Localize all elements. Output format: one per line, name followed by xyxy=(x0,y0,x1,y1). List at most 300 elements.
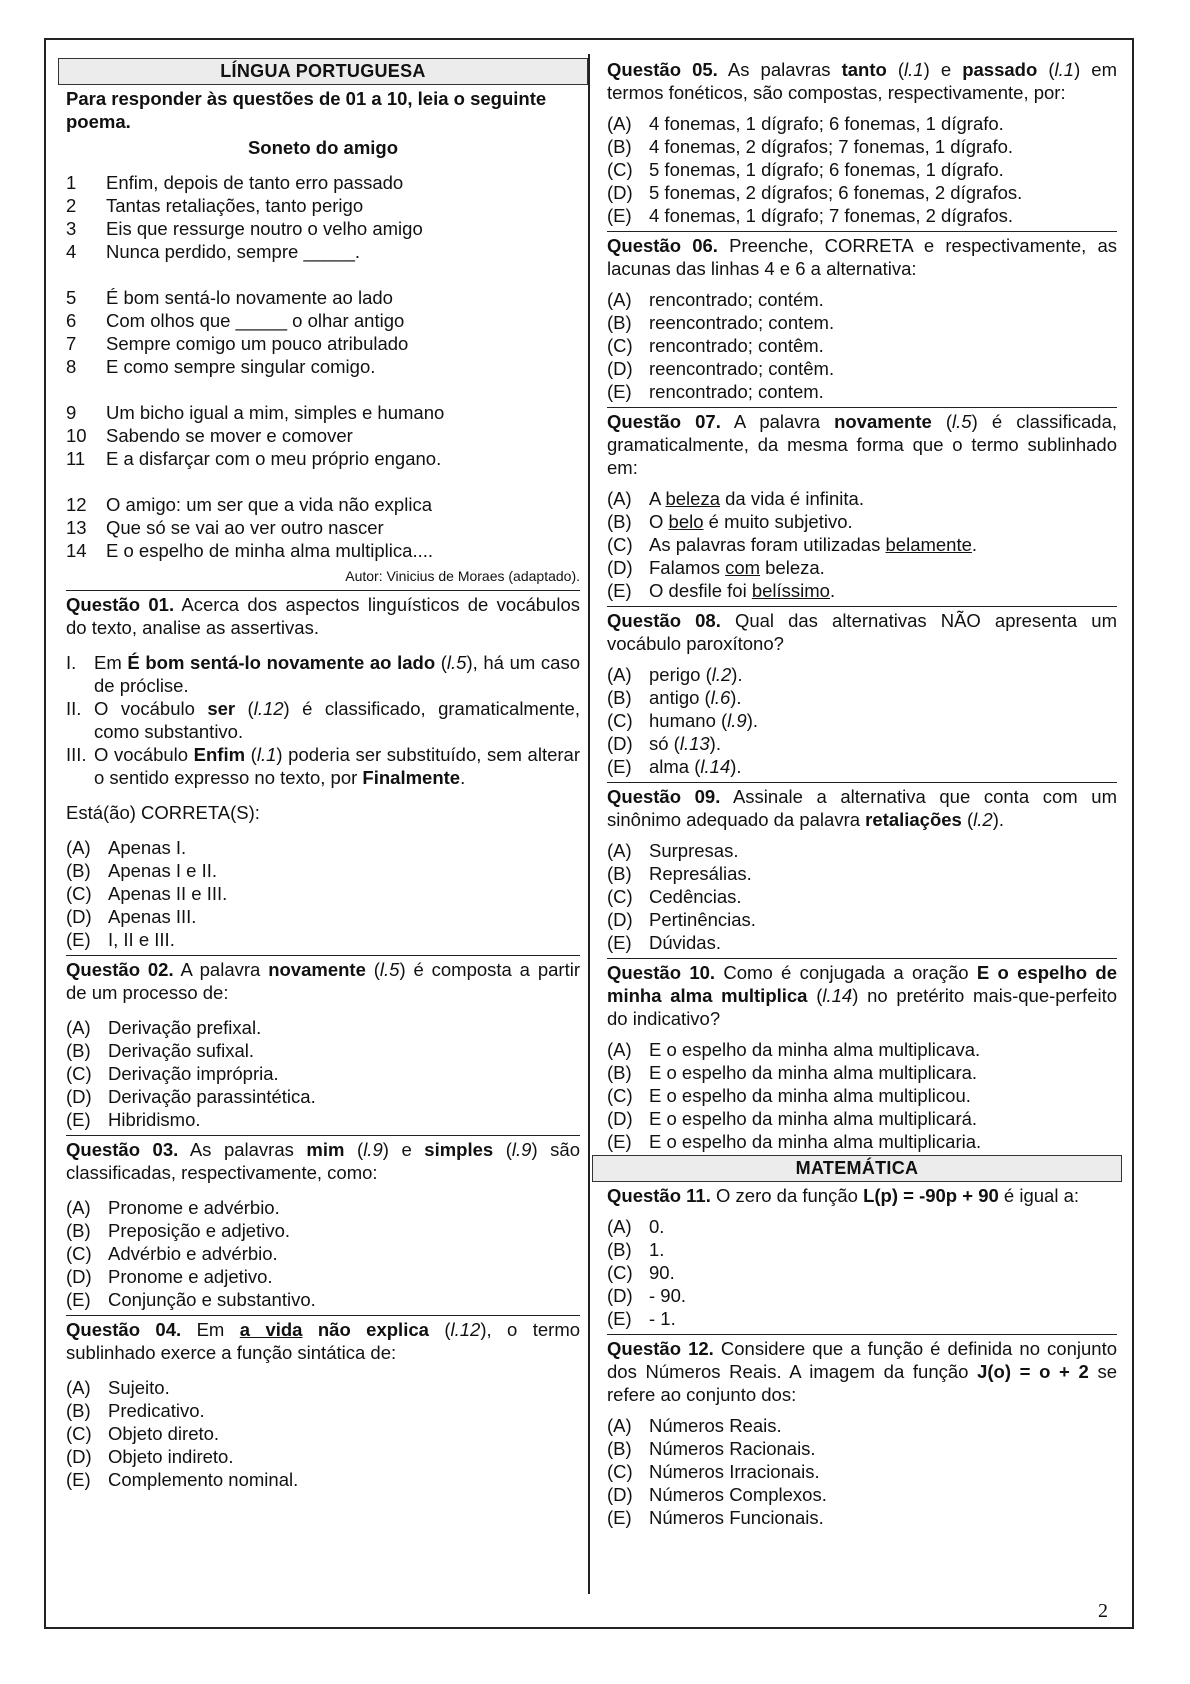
option-e[interactable] xyxy=(607,380,1117,403)
poem-author: Autor: Vinicius de Moraes (adaptado). xyxy=(345,568,580,584)
option-text: Predicativo. xyxy=(108,1400,205,1421)
question-05 xyxy=(607,58,1117,227)
option-c[interactable] xyxy=(66,1062,580,1085)
text-segment: antigo ( xyxy=(649,687,711,708)
text-segment: E o espelho de minha alma multiplica xyxy=(607,962,1117,1006)
option-letter: (A) xyxy=(66,1017,91,1038)
question-label: Questão 01. xyxy=(66,594,175,615)
option-letter: (E) xyxy=(66,1109,91,1130)
question-body: Acerca dos aspectos linguísticos de vocábulos do texto, analise as assertivas. xyxy=(66,594,580,638)
right-column xyxy=(607,58,1117,1529)
option-text xyxy=(649,579,835,602)
option-e[interactable] xyxy=(607,755,1117,778)
option-c[interactable] xyxy=(607,1084,1117,1107)
option-text: Dúvidas. xyxy=(649,932,721,953)
option-b[interactable] xyxy=(66,1399,580,1422)
text-segment: ) é classificada, gramaticalmente, da mesma forma que o termo sublinhado em: xyxy=(607,411,1117,478)
text-segment: ) e xyxy=(382,1139,425,1160)
line-ref: l.1 xyxy=(256,744,277,765)
option-d[interactable] xyxy=(66,1265,580,1288)
option-letter: (A) xyxy=(66,1197,91,1218)
option-text: Apenas I. xyxy=(108,837,187,858)
text-segment: ) no pretérito mais-que-perfeito do indicativo? xyxy=(607,985,1117,1029)
option-text: reencontrado; contêm. xyxy=(649,358,835,379)
option-b[interactable] xyxy=(607,1238,1117,1261)
text-segment: alma ( xyxy=(649,756,701,777)
option-letter: (E) xyxy=(607,932,632,953)
question-text xyxy=(607,609,1117,655)
option-b[interactable] xyxy=(66,1039,580,1062)
question-text xyxy=(607,785,1117,831)
line-text: E o espelho de minha alma multiplica.... xyxy=(106,540,434,561)
underlined-term: beleza xyxy=(665,488,720,509)
text-segment: O zero da função xyxy=(716,1185,864,1206)
question-body: Qual das alternativas NÃO apresenta um vocábulo paroxítono? xyxy=(607,610,1117,654)
option-e[interactable] xyxy=(66,1108,580,1131)
text-segment: perigo ( xyxy=(649,664,712,685)
line-text: Enfim, depois de tanto erro passado xyxy=(106,172,404,193)
option-b[interactable] xyxy=(607,862,1117,885)
question-label: Questão 11. xyxy=(607,1185,711,1206)
option-text: Advérbio e advérbio. xyxy=(108,1243,278,1264)
question-label: Questão 10. xyxy=(607,962,716,983)
question-label: Questão 12. xyxy=(607,1338,714,1359)
question-text xyxy=(607,961,1117,1030)
question-08 xyxy=(607,606,1117,778)
option-text xyxy=(649,686,742,709)
section-header-math: MATEMÁTICA xyxy=(592,1155,1122,1182)
option-letter: (A) xyxy=(607,1039,632,1060)
line-ref: l.1 xyxy=(904,59,924,80)
line-number: 5 xyxy=(66,287,77,308)
line-ref: l.13 xyxy=(679,733,710,754)
poem-line xyxy=(66,447,580,470)
option-a[interactable] xyxy=(607,1215,1117,1238)
option-text: Apenas II e III. xyxy=(108,883,228,904)
option-a[interactable] xyxy=(607,112,1117,135)
option-d[interactable] xyxy=(607,1284,1117,1307)
text-segment: ) é classificado, gramaticalmente, como substantivo. xyxy=(94,698,580,742)
option-letter: (B) xyxy=(66,1040,91,1061)
line-number: 14 xyxy=(66,540,87,561)
option-text: - 1. xyxy=(649,1308,676,1329)
option-letter: (B) xyxy=(607,687,632,708)
option-b[interactable] xyxy=(66,1219,580,1242)
option-letter: (E) xyxy=(607,1507,632,1528)
line-text: É bom sentá-lo novamente ao lado xyxy=(106,287,393,308)
option-text xyxy=(649,533,977,556)
option-letter: (E) xyxy=(607,756,632,777)
line-text: Eis que ressurge noutro o velho amigo xyxy=(106,218,423,239)
question-text xyxy=(607,1184,1117,1207)
option-letter: (D) xyxy=(607,557,633,578)
option-d[interactable] xyxy=(607,732,1117,755)
option-text: E o espelho da minha alma multiplicava. xyxy=(649,1039,981,1060)
option-a[interactable] xyxy=(66,836,580,859)
question-label: Questão 02. xyxy=(66,959,174,980)
text-segment: ( xyxy=(235,698,254,719)
poem-line xyxy=(66,493,580,516)
option-letter: (B) xyxy=(607,1062,632,1083)
option-text: Represálias. xyxy=(649,863,752,884)
option-text: - 90. xyxy=(649,1285,687,1306)
line-text: Com olhos que _____ o olhar antigo xyxy=(106,310,405,331)
option-letter: (A) xyxy=(607,1415,632,1436)
option-letter: (B) xyxy=(607,136,632,157)
option-letter: (A) xyxy=(66,837,91,858)
option-text: 5 fonemas, 2 dígrafos; 6 fonemas, 2 dígrafos. xyxy=(649,182,1023,203)
option-b[interactable] xyxy=(607,1437,1117,1460)
text-segment: ) e xyxy=(923,59,963,80)
option-c[interactable] xyxy=(607,533,1117,556)
poem-line xyxy=(66,194,580,217)
option-d[interactable] xyxy=(607,1483,1117,1506)
option-letter: (B) xyxy=(607,1239,632,1260)
option-text xyxy=(649,755,742,778)
question-text xyxy=(607,234,1117,280)
poem-line xyxy=(66,516,580,539)
option-d[interactable] xyxy=(66,1445,580,1468)
option-letter: (C) xyxy=(607,534,633,555)
line-text: Tantas retaliações, tanto perigo xyxy=(106,195,364,216)
option-a[interactable] xyxy=(607,839,1117,862)
option-letter: (B) xyxy=(607,511,632,532)
text-segment: ser xyxy=(207,698,236,719)
text-segment: Em xyxy=(94,652,128,673)
text-segment: ( xyxy=(931,411,953,432)
assertion-number: I. xyxy=(66,652,77,673)
option-letter: (C) xyxy=(66,1063,92,1084)
line-ref: l.12 xyxy=(253,698,284,719)
option-text: 1. xyxy=(649,1239,665,1260)
option-letter: (E) xyxy=(607,205,632,226)
text-segment: ( xyxy=(245,744,257,765)
option-letter: (C) xyxy=(66,883,92,904)
option-e[interactable] xyxy=(607,1307,1117,1330)
option-d[interactable] xyxy=(607,357,1117,380)
option-c[interactable] xyxy=(607,1460,1117,1483)
option-text: 0. xyxy=(649,1216,665,1237)
line-ref: l.5 xyxy=(379,959,400,980)
text-segment: A xyxy=(649,488,666,509)
text-segment: ( xyxy=(807,985,823,1006)
option-letter: (C) xyxy=(66,1423,92,1444)
option-letter: (C) xyxy=(607,1461,633,1482)
underlined-term: belíssimo xyxy=(751,580,830,601)
text-segment: simples xyxy=(424,1139,494,1160)
option-text: Derivação imprópria. xyxy=(108,1063,279,1084)
line-number: 4 xyxy=(66,241,77,262)
assertion-text xyxy=(94,697,580,743)
option-a[interactable] xyxy=(607,663,1117,686)
text-segment: ( xyxy=(428,1319,451,1340)
option-letter: (E) xyxy=(607,1131,632,1152)
text-segment: Considere que a função é definida no conjunto dos Números Reais. A imagem da função xyxy=(607,1338,1117,1382)
question-label: Questão 06. xyxy=(607,235,718,256)
option-letter: (D) xyxy=(66,1446,92,1467)
text-segment: ). xyxy=(992,809,1005,830)
assertion-iii xyxy=(66,743,580,789)
option-c[interactable] xyxy=(66,1242,580,1265)
option-text: Objeto indireto. xyxy=(108,1446,234,1467)
text-segment: ). xyxy=(730,756,742,777)
option-d[interactable] xyxy=(607,908,1117,931)
question-label: Questão 04. xyxy=(66,1319,182,1340)
poem-line xyxy=(66,309,580,332)
option-c[interactable] xyxy=(607,885,1117,908)
option-text: E o espelho da minha alma multiplicou. xyxy=(649,1085,971,1106)
question-09 xyxy=(607,782,1117,954)
option-c[interactable] xyxy=(607,334,1117,357)
text-segment: . xyxy=(829,580,836,601)
poem-line xyxy=(66,240,580,263)
text-segment: a vida xyxy=(239,1319,303,1340)
text-segment: ), há um caso de próclise. xyxy=(94,652,581,696)
option-a[interactable] xyxy=(607,288,1117,311)
option-text: E o espelho da minha alma multiplicará. xyxy=(649,1108,978,1129)
assertion-text xyxy=(94,651,580,697)
text-segment: Falamos xyxy=(649,557,726,578)
option-text xyxy=(649,709,758,732)
option-d[interactable] xyxy=(607,181,1117,204)
option-c[interactable] xyxy=(607,158,1117,181)
text-segment: ), o termo sublinhado exerce a função sintática de: xyxy=(66,1319,581,1363)
option-text xyxy=(649,732,721,755)
text-segment: beleza. xyxy=(760,557,825,578)
option-text: Derivação prefixal. xyxy=(108,1017,262,1038)
option-d[interactable] xyxy=(607,556,1117,579)
option-text xyxy=(649,556,825,579)
poem xyxy=(66,171,580,562)
line-ref: l.14 xyxy=(700,756,731,777)
poem-line xyxy=(66,286,580,309)
text-segment: ) é composta a partir de um processo de: xyxy=(66,959,580,1003)
option-e[interactable] xyxy=(66,928,580,951)
option-text: 5 fonemas, 1 dígrafo; 6 fonemas, 1 dígrafo. xyxy=(649,159,1004,180)
option-b[interactable] xyxy=(607,1061,1117,1084)
option-text: Conjunção e substantivo. xyxy=(108,1289,316,1310)
instructions: Para responder às questões de 01 a 10, leia o seguinte poema. xyxy=(66,88,547,132)
option-e[interactable] xyxy=(607,204,1117,227)
question-text xyxy=(607,1337,1117,1406)
line-ref: l.9 xyxy=(727,710,747,731)
option-e[interactable] xyxy=(66,1288,580,1311)
line-number: 12 xyxy=(66,494,87,515)
text-segment: não explica xyxy=(302,1319,429,1340)
option-text: Pertinências. xyxy=(649,909,756,930)
text-segment: A palavra xyxy=(733,411,835,432)
question-03 xyxy=(66,1135,580,1311)
line-number: 13 xyxy=(66,517,87,538)
text-segment: ). xyxy=(731,664,743,685)
line-ref: l.9 xyxy=(511,1139,532,1160)
column-divider xyxy=(588,54,590,1594)
assertion-text xyxy=(94,743,580,789)
line-ref: l.14 xyxy=(822,985,853,1006)
option-c[interactable] xyxy=(607,709,1117,732)
assertion-i xyxy=(66,651,580,697)
option-letter: (C) xyxy=(66,1243,92,1264)
text-segment: É bom sentá-lo novamente ao lado xyxy=(127,652,436,673)
option-letter: (B) xyxy=(607,312,632,333)
option-d[interactable] xyxy=(66,1085,580,1108)
option-text xyxy=(649,663,743,686)
option-text: Objeto direto. xyxy=(108,1423,220,1444)
option-letter: (E) xyxy=(66,1469,91,1490)
poem-line xyxy=(66,355,580,378)
text-segment: ). xyxy=(746,710,759,731)
option-e[interactable] xyxy=(607,579,1117,602)
text-segment: novamente xyxy=(834,411,932,432)
text-segment: Como é conjugada a oração xyxy=(723,962,977,983)
poem-stanza xyxy=(66,401,580,470)
option-b[interactable] xyxy=(607,311,1117,334)
option-letter: (C) xyxy=(607,710,633,731)
option-letter: (D) xyxy=(607,1285,633,1306)
option-letter: (A) xyxy=(607,289,632,310)
text-segment: ). xyxy=(730,687,742,708)
text-segment: ( xyxy=(493,1139,512,1160)
option-a[interactable] xyxy=(607,1038,1117,1061)
underlined-term: com xyxy=(725,557,761,578)
question-02 xyxy=(66,955,580,1131)
text-segment: só ( xyxy=(649,733,680,754)
text-segment: ( xyxy=(435,652,447,673)
option-e[interactable] xyxy=(66,1468,580,1491)
option-text: Pronome e advérbio. xyxy=(108,1197,280,1218)
option-text: Pronome e adjetivo. xyxy=(108,1266,273,1287)
option-c[interactable] xyxy=(66,1422,580,1445)
option-letter: (A) xyxy=(66,1377,91,1398)
option-text: 90. xyxy=(649,1262,675,1283)
line-text: Um bicho igual a mim, simples e humano xyxy=(106,402,445,423)
option-text: Complemento nominal. xyxy=(108,1469,299,1490)
text-segment: ) em termos fonéticos, são compostas, respectivamente, por: xyxy=(607,59,1118,103)
page-number: 2 xyxy=(1098,1600,1108,1622)
option-letter: (A) xyxy=(607,664,632,685)
option-c[interactable] xyxy=(66,882,580,905)
option-a[interactable] xyxy=(607,1414,1117,1437)
option-b[interactable] xyxy=(66,859,580,882)
line-text: O amigo: um ser que a vida não explica xyxy=(106,494,432,515)
text-segment: As palavras xyxy=(727,59,842,80)
line-number: 8 xyxy=(66,356,77,377)
line-number: 3 xyxy=(66,218,77,239)
function-expression: J(o) = o + 2 xyxy=(977,1361,1089,1382)
option-a[interactable] xyxy=(607,487,1117,510)
line-ref: l.5 xyxy=(446,652,467,673)
option-letter: (A) xyxy=(607,1216,632,1237)
text-segment: mim xyxy=(306,1139,345,1160)
line-ref: l.1 xyxy=(1054,59,1075,80)
option-d[interactable] xyxy=(66,905,580,928)
text-segment: Em xyxy=(196,1319,240,1340)
option-a[interactable] xyxy=(66,1376,580,1399)
text-segment: da vida é infinita. xyxy=(719,488,864,509)
question-01 xyxy=(66,590,580,951)
text-segment: Enfim xyxy=(193,744,246,765)
option-d[interactable] xyxy=(607,1107,1117,1130)
text-segment: ( xyxy=(961,809,974,830)
option-letter: (D) xyxy=(607,182,633,203)
option-b[interactable] xyxy=(607,510,1117,533)
option-e[interactable] xyxy=(607,931,1117,954)
line-number: 11 xyxy=(66,448,86,469)
line-ref: l.5 xyxy=(952,411,972,432)
text-segment: se refere ao conjunto dos: xyxy=(607,1361,1118,1405)
text-segment: O desfile foi xyxy=(649,580,752,601)
text-segment: O xyxy=(649,511,669,532)
text-segment: é muito subjetivo. xyxy=(703,511,853,532)
option-text: Números Funcionais. xyxy=(649,1507,824,1528)
text-segment: ) poderia ser substituído, sem alterar o sentido expresso no texto, por xyxy=(94,744,580,788)
question-12 xyxy=(607,1334,1117,1529)
option-text xyxy=(649,487,864,510)
option-b[interactable] xyxy=(607,135,1117,158)
text-segment: humano ( xyxy=(649,710,728,731)
option-letter: (E) xyxy=(607,580,632,601)
text-segment: O vocábulo xyxy=(94,744,194,765)
question-text xyxy=(66,1138,580,1184)
option-a[interactable] xyxy=(66,1016,580,1039)
text-segment: ( xyxy=(344,1139,364,1160)
option-letter: (C) xyxy=(607,335,633,356)
assertion-number: II. xyxy=(66,698,82,719)
option-letter: (E) xyxy=(607,1308,632,1329)
option-text: Surpresas. xyxy=(649,840,739,861)
poem-line xyxy=(66,332,580,355)
question-10 xyxy=(607,958,1117,1153)
option-text: Apenas III. xyxy=(108,906,197,927)
option-letter: (D) xyxy=(607,1108,633,1129)
function-expression: L(p) = -90p + 90 xyxy=(863,1185,999,1206)
left-column xyxy=(66,58,580,1491)
line-number: 9 xyxy=(66,402,77,423)
question-text xyxy=(66,958,580,1004)
option-e[interactable] xyxy=(607,1506,1117,1529)
option-text: Derivação parassintética. xyxy=(108,1086,316,1107)
option-text: 4 fonemas, 2 dígrafos; 7 fonemas, 1 dígrafo. xyxy=(649,136,1014,157)
question-text xyxy=(607,410,1117,479)
line-ref: l.6 xyxy=(710,687,731,708)
option-text: Hibridismo. xyxy=(108,1109,201,1130)
option-letter: (D) xyxy=(607,733,633,754)
question-text xyxy=(66,593,580,639)
line-text: Sabendo se mover e comover xyxy=(106,425,353,446)
option-letter: (D) xyxy=(607,909,633,930)
question-label: Questão 07. xyxy=(607,411,721,432)
poem-line xyxy=(66,424,580,447)
option-letter: (C) xyxy=(607,1085,633,1106)
question-11 xyxy=(607,1184,1117,1330)
text-segment: O vocábulo xyxy=(94,698,208,719)
option-letter: (D) xyxy=(607,358,633,379)
poem-line xyxy=(66,401,580,424)
question-label: Questão 03. xyxy=(66,1139,179,1160)
option-letter: (B) xyxy=(66,1220,91,1241)
option-b[interactable] xyxy=(607,686,1117,709)
underlined-term: belo xyxy=(668,511,704,532)
option-text: Sujeito. xyxy=(108,1377,170,1398)
line-text: Que só se vai ao ver outro nascer xyxy=(106,517,384,538)
option-c[interactable] xyxy=(607,1261,1117,1284)
option-a[interactable] xyxy=(66,1196,580,1219)
option-text: Preposição e adjetivo. xyxy=(108,1220,291,1241)
option-e[interactable] xyxy=(607,1130,1117,1153)
text-segment: As palavras xyxy=(189,1139,307,1160)
option-text: rencontrado; contém. xyxy=(649,289,824,310)
question-text xyxy=(607,58,1117,104)
